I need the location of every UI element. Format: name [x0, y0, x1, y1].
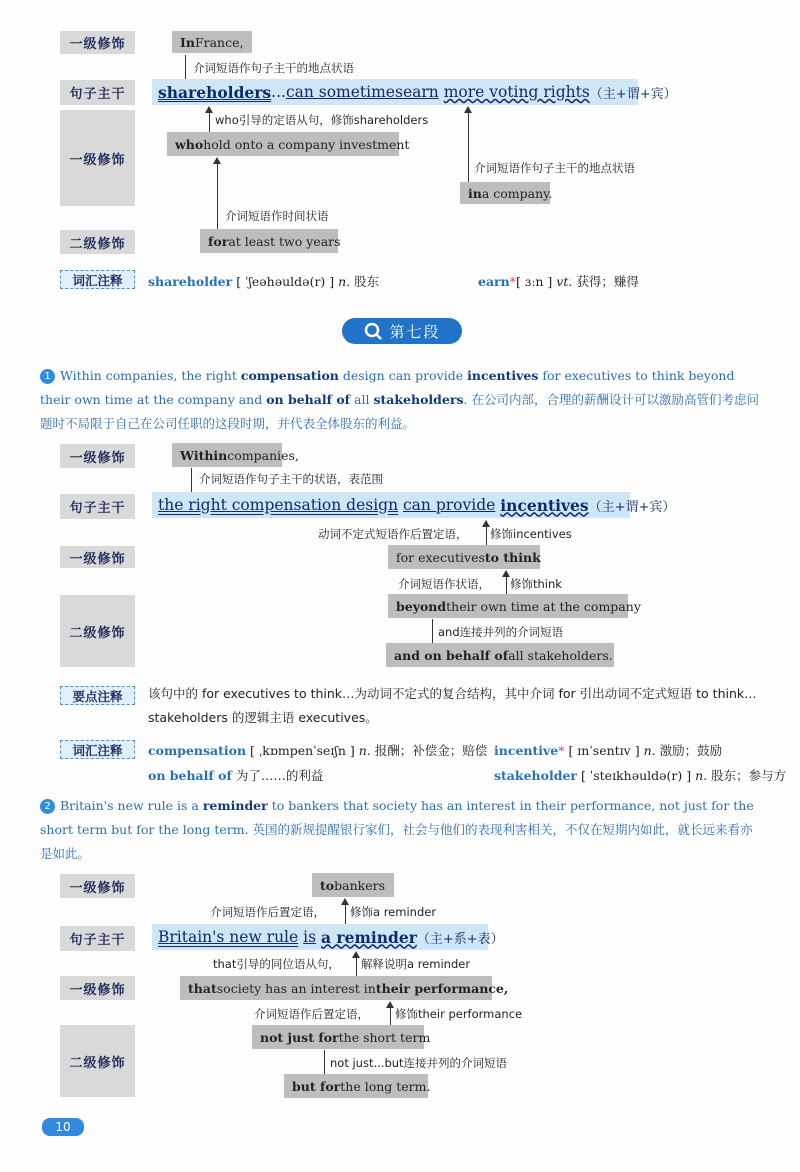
text: design can provide: [338, 368, 468, 383]
modifier-bold: to: [320, 877, 335, 893]
vocab-word: earn: [478, 274, 510, 289]
vocab-meaning: 股东: [350, 274, 380, 289]
label-level2: 二级修饰: [60, 230, 135, 254]
modifier-text: for executives: [396, 549, 485, 565]
section-title-text: 第七段: [389, 322, 441, 341]
core-subject: shareholders: [158, 82, 272, 102]
keyword: compensation: [240, 368, 339, 383]
vocab-pos: n.: [338, 274, 351, 289]
core-verb: is: [303, 928, 317, 946]
core-predicative: a reminder: [320, 927, 417, 947]
text: for executives to think beyond their own time at the company and: [40, 368, 735, 407]
vocab-pos: n.: [358, 743, 371, 758]
label-level2: 二级修饰: [60, 595, 135, 667]
vocab-word: stakeholder: [494, 768, 577, 783]
vocab-pron: [ ˌkɒmpenˈseɪʃn ]: [246, 743, 359, 758]
vocab-pos: n.: [643, 743, 656, 758]
vocab-star: *: [509, 274, 516, 289]
connector-line: [468, 112, 469, 182]
connector-line: [185, 55, 186, 80]
label-level1: 一级修饰: [60, 546, 135, 568]
vocab-incentive: [494, 741, 722, 759]
modifier-not-just: [252, 1025, 431, 1049]
vocab-word: shareholder: [148, 274, 233, 289]
modifier-text: companies,: [227, 447, 299, 463]
modifier-text: bankers: [334, 877, 385, 893]
modifier-who-clause: [167, 132, 410, 156]
modifier-bold: Within: [180, 447, 228, 463]
tag-vocab-note: 词汇注释: [60, 740, 135, 759]
vocab-meaning: 报酬；补偿金；赔偿: [370, 743, 488, 758]
modifier-for-two-years: [200, 229, 341, 253]
annotation-performance-target: 修饰their performance: [395, 1007, 523, 1021]
connector-line: [506, 576, 507, 594]
page-number: 10: [42, 1118, 84, 1136]
annotation-not-just-but: not just...but连接并列的介词短语: [330, 1056, 508, 1070]
text: Britain's new rule is a: [60, 798, 203, 813]
vocab-pos: n.: [695, 768, 708, 783]
modifier-text: the short term: [338, 1029, 431, 1045]
modifier-bold: for: [208, 233, 229, 249]
vocab-compensation: [148, 741, 487, 759]
vocab-word: on behalf of: [148, 768, 232, 783]
label-level1: 一级修饰: [60, 444, 135, 468]
modifier-bold: who: [175, 136, 204, 152]
vocab-pron: [ ɜːn ]: [515, 274, 557, 289]
annotation-appositive-target: 解释说明a reminder: [361, 957, 471, 971]
vocab-meaning: 为了……的利益: [231, 768, 324, 783]
annotation-infinitive-target: 修饰incentives: [490, 527, 572, 541]
modifier-in-france: [172, 31, 252, 53]
vocab-on-behalf-of: [148, 766, 323, 784]
modifier-text: society has an interest in: [216, 980, 376, 996]
tag-key-note: 要点注释: [60, 686, 135, 705]
connector-line: [486, 526, 487, 546]
annotation-performance: 介词短语作后置定语，: [254, 1007, 369, 1021]
vocab-earn: [478, 272, 639, 290]
annotation-infinitive: 动词不定式短语作后置定语，: [318, 527, 468, 541]
modifier-on-behalf: [386, 643, 614, 667]
label-subject-core: 句子主干: [60, 494, 135, 519]
annotation-place-adverbial-2: 介词短语作句子主干的地点状语: [474, 161, 635, 175]
core-object: incentives: [500, 495, 589, 515]
keyword: reminder: [202, 798, 268, 813]
magnifier-icon: [363, 321, 383, 341]
core-subject: Britain's new rule: [158, 928, 299, 946]
modifier-for-executives: [388, 545, 540, 569]
label-level1: 一级修饰: [60, 874, 135, 898]
connector-line: [324, 1050, 325, 1074]
annotation-place-adverbial: 介词短语作句子主干的地点状语: [193, 61, 354, 75]
sentence-core-2: [152, 492, 676, 518]
annotation-time-adverbial: 介词短语作时间状语: [225, 209, 329, 223]
modifier-bold: that: [188, 980, 217, 996]
modifier-text: a company.: [481, 185, 553, 201]
vocab-pron: [ ˈsteɪkhəuldə(r) ]: [576, 768, 696, 783]
keyword: incentives: [467, 368, 539, 383]
annotation-within: 介词短语作句子主干的状语，表范围: [199, 472, 383, 486]
modifier-bold: not just for: [260, 1029, 339, 1045]
sentence-core-3: [152, 924, 504, 950]
core-dots: ...: [271, 83, 286, 101]
keyword: stakeholders: [373, 392, 464, 407]
text: all: [350, 392, 374, 407]
tag-vocab-note: 词汇注释: [60, 270, 135, 289]
vocab-word: incentive: [494, 743, 559, 758]
modifier-text: all stakeholders.: [508, 647, 613, 663]
annotation-and-parallel: and连接并列的介词短语: [438, 625, 564, 639]
annotation-postpositive: 介词短语作后置定语，: [210, 905, 325, 919]
vocab-meaning: 激励；鼓励: [655, 743, 723, 758]
sentence-number: 2: [40, 799, 55, 814]
connector-line: [390, 1007, 391, 1025]
modifier-to-bankers: [312, 873, 394, 897]
modifier-text: the long term.: [340, 1078, 431, 1094]
paragraph-2: [40, 794, 765, 866]
core-verb: can provide: [403, 496, 496, 514]
connector-line: [356, 957, 357, 976]
core-structure: （主+谓+宾）: [588, 499, 676, 515]
chinese-translation: 英国的新规提醒银行家们，社会与他们的表现利害相关，不仅在短期内如此，就长远来看亦是如此。: [40, 822, 753, 861]
core-subject: the right compensation design: [158, 496, 399, 514]
core-structure: （主+谓+宾）: [589, 86, 677, 102]
modifier-text: their own time at the company: [446, 598, 641, 614]
sentence-number: 1: [40, 369, 55, 384]
vocab-meaning: 股东；参与方: [707, 768, 787, 783]
annotation-appositive: that引导的同位语从句，: [213, 957, 340, 971]
label-level1: 一级修饰: [60, 31, 135, 54]
annotation-who-clause: who引导的定语从句，修饰shareholders: [215, 113, 429, 127]
chinese-translation: 在公司内部，合理的薪酬设计可以激励高管们考虑问题时不局限于自己在公司任职的这段时期，并代表全体股东的利益。: [40, 392, 759, 431]
modifier-bold: but for: [292, 1078, 341, 1094]
connector-line: [191, 468, 192, 492]
modifier-that-clause: [180, 976, 509, 1000]
modifier-bold: to think: [484, 549, 541, 565]
sentence-core-1: [152, 79, 677, 105]
annotation-adverbial-target: 修饰think: [510, 577, 562, 591]
keyword: on behalf of: [266, 392, 351, 407]
vocab-pos: vt.: [556, 274, 573, 289]
connector-line: [209, 112, 210, 132]
label-level1: 一级修饰: [60, 976, 135, 1000]
key-note-text: 该句中的 for executives to think…为动词不定式的复合结构，其中介词 for 引出动词不定式短语 to think…stakeholders 的逻辑主语 executives。: [148, 686, 757, 725]
modifier-bold: in: [468, 185, 482, 201]
vocab-stakeholder: [494, 766, 786, 784]
modifier-text: hold onto a company investment: [203, 136, 410, 152]
vocab-pron: [ ˈʃeəhəuldə(r) ]: [232, 274, 339, 289]
vocab-pron: [ ɪnˈsentɪv ]: [564, 743, 644, 758]
vocab-star: *: [558, 743, 565, 758]
modifier-bold: beyond: [396, 598, 447, 614]
modifier-but-for: [284, 1074, 431, 1098]
core-verb-earn: earn: [402, 83, 439, 101]
core-verb: can sometimes: [285, 83, 403, 101]
modifier-in-company: [460, 182, 553, 204]
vocab-shareholder: [148, 272, 379, 290]
modifier-within: [172, 443, 299, 467]
modifier-bold: and on behalf of: [394, 647, 509, 663]
paragraph-1: [40, 364, 765, 436]
section-title: [342, 318, 462, 344]
text: Within companies, the right: [60, 368, 241, 383]
label-level2: 二级修饰: [60, 1025, 135, 1097]
core-object: more voting rights: [443, 83, 590, 101]
label-subject-core: 句子主干: [60, 80, 135, 105]
core-structure: （主+系+表）: [416, 931, 504, 947]
modifier-bold: their performance,: [375, 980, 509, 996]
connector-line: [217, 163, 218, 229]
label-subject-core: 句子主干: [60, 926, 135, 951]
label-level1: 一级修饰: [60, 110, 135, 206]
modifier-bold: In: [180, 34, 195, 50]
text: .: [463, 392, 468, 407]
text: to bankers that society has an interest in their performance, not just for the short term but for the long term.: [40, 798, 754, 837]
vocab-meaning: 获得；赚得: [572, 274, 639, 289]
annotation-adverbial: 介词短语作状语，: [398, 577, 490, 591]
connector-line: [432, 619, 433, 643]
connector-line: [345, 904, 346, 924]
modifier-text: France,: [194, 34, 244, 50]
annotation-postpositive-target: 修饰a reminder: [350, 905, 437, 919]
modifier-beyond: [388, 594, 641, 618]
modifier-text: at least two years: [228, 233, 341, 249]
vocab-word: compensation: [148, 743, 247, 758]
